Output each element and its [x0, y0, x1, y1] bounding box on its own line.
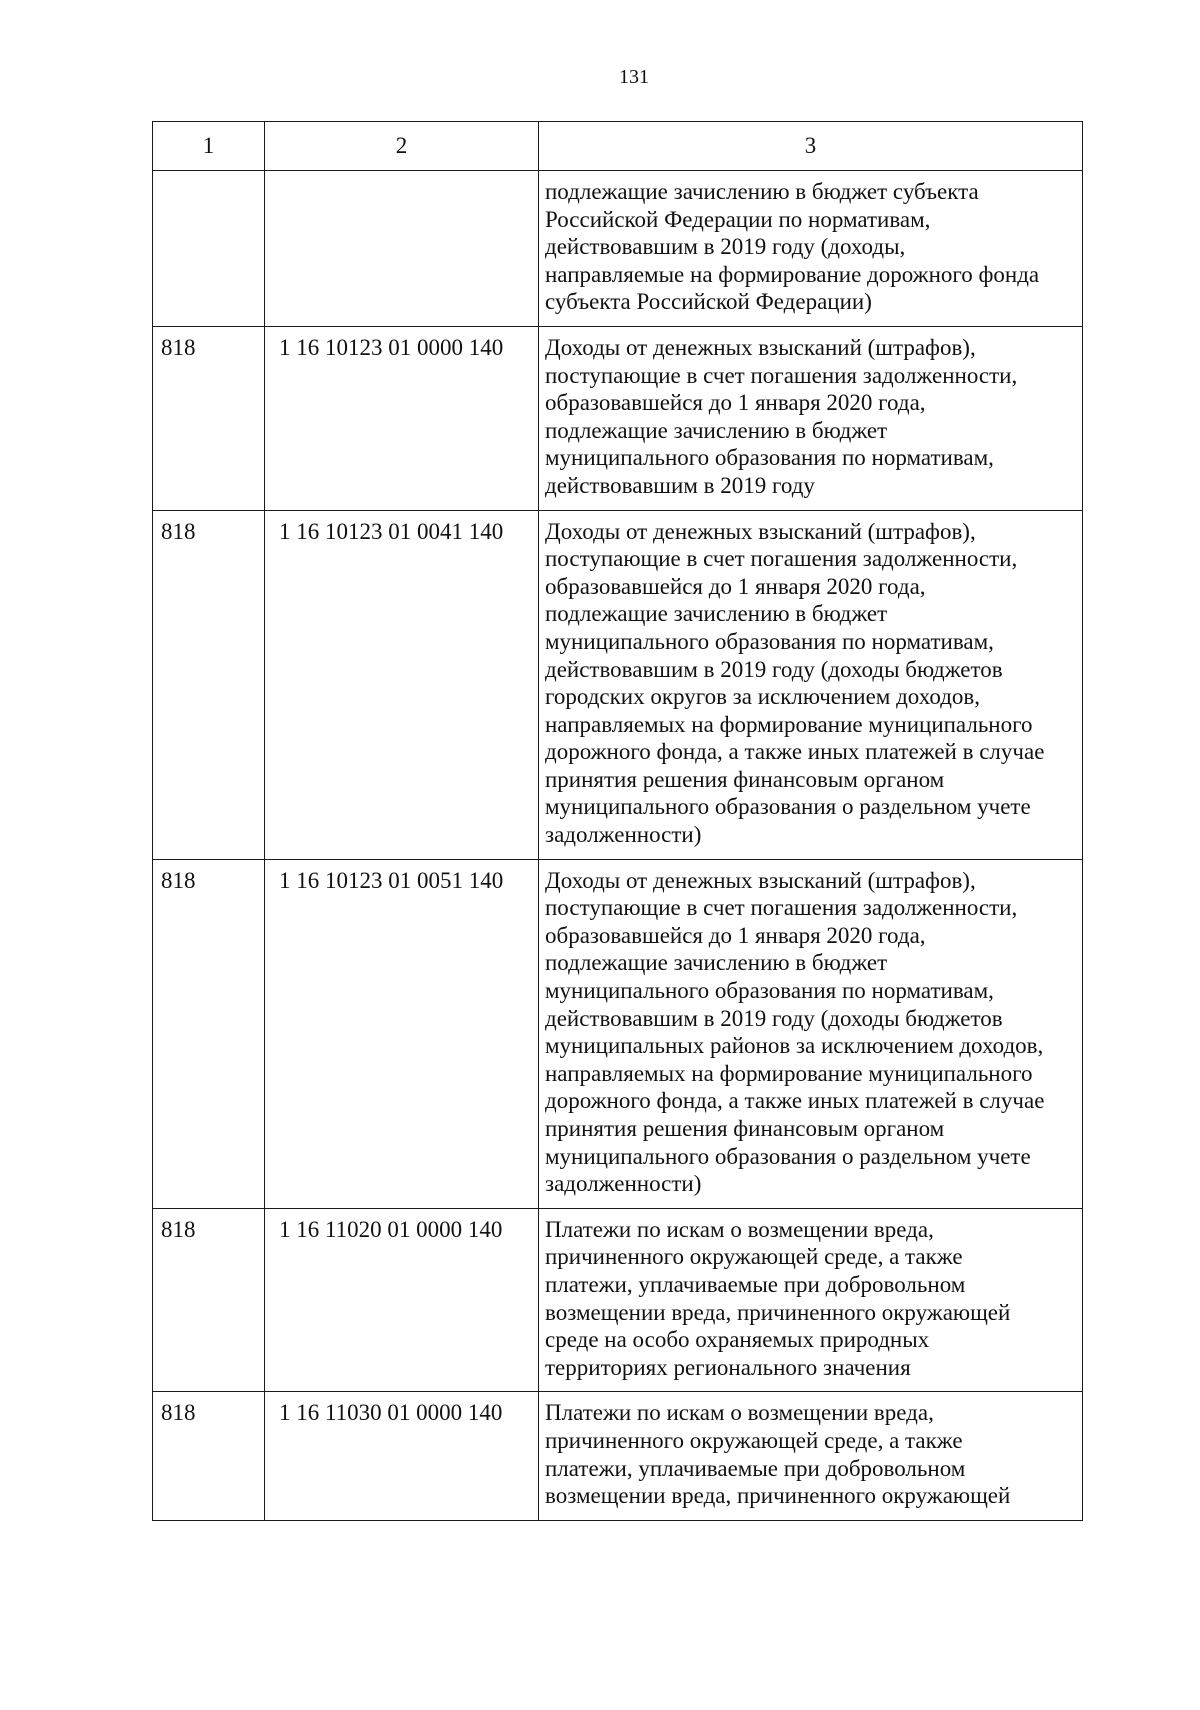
description-line: образовавшейся до 1 января 2020 года, [545, 390, 926, 416]
description-line: Платежи по искам о возмещении вреда, [545, 1216, 934, 1242]
revenue-codes-table [152, 121, 1083, 1521]
description-line: поступающие в счет погашения задолженности, [545, 546, 1018, 572]
description-line: направляемых на формирование муниципального [545, 1060, 1033, 1086]
budget-classification-code-cell [265, 171, 539, 327]
revenue-description-cell [539, 171, 1083, 327]
description-line: причиненного окружающей среде, а также [545, 1244, 963, 1270]
description-line: принятия решения финансовым органом [545, 766, 945, 792]
description-line: территориях регионального значения [545, 1354, 911, 1380]
revenue-description-cell [539, 1392, 1083, 1520]
budget-classification-code-cell: 1 16 10123 01 0041 140 [265, 510, 539, 859]
budget-classification-code-cell: 1 16 11020 01 0000 140 [265, 1208, 539, 1392]
description-line: Российской Федерации по нормативам, [545, 206, 931, 232]
description-line: поступающие в счет погашения задолженности, [545, 895, 1018, 921]
description-line: образовавшейся до 1 января 2020 года, [545, 922, 926, 948]
description-line: городских округов за исключением доходов, [545, 684, 981, 710]
description-line: муниципальных районов за исключением доходов, [545, 1033, 1044, 1059]
description-line: подлежащие зачислению в бюджет субъекта [545, 179, 979, 204]
table-header-row [153, 122, 1083, 171]
agency-code-cell: 818 [153, 1392, 265, 1520]
description-line: возмещении вреда, причиненного окружающей [545, 1299, 1011, 1325]
description-line: муниципального образования по нормативам, [545, 978, 994, 1004]
description-line: задолженности) [545, 1171, 702, 1197]
description-line: поступающие в счет погашения задолженности, [545, 362, 1018, 388]
description-line: Доходы от денежных взысканий (штрафов), [545, 518, 976, 544]
revenue-description-cell [539, 326, 1083, 510]
column-header-3: 3 [539, 122, 1083, 171]
revenue-codes-table-container [152, 121, 1082, 1521]
description-line: муниципального образования о раздельном учете [545, 794, 1031, 820]
revenue-description-cell [539, 859, 1083, 1208]
description-line: дорожного фонда, а также иных платежей в случае [545, 739, 1045, 765]
description-line: дорожного фонда, а также иных платежей в случае [545, 1088, 1045, 1114]
description-line: действовавшим в 2019 году (доходы бюджетов [545, 1005, 1003, 1031]
agency-code-cell: 818 [153, 326, 265, 510]
description-line: муниципального образования о раздельном учете [545, 1143, 1031, 1169]
description-line: действовавшим в 2019 году [545, 472, 815, 498]
budget-classification-code-cell: 1 16 10123 01 0051 140 [265, 859, 539, 1208]
description-line: подлежащие зачислению в бюджет [545, 950, 888, 976]
revenue-description-cell [539, 510, 1083, 859]
description-line: принятия решения финансовым органом [545, 1116, 945, 1141]
table-row [153, 326, 1083, 510]
budget-classification-code-cell: 1 16 10123 01 0000 140 [265, 326, 539, 510]
description-line: платежи, уплачиваемые при добровольном [545, 1271, 966, 1297]
agency-code-cell: 818 [153, 510, 265, 859]
description-line: Доходы от денежных взысканий (штрафов), [545, 867, 976, 893]
agency-code-cell: 818 [153, 1208, 265, 1392]
budget-classification-code-cell: 1 16 11030 01 0000 140 [265, 1392, 539, 1520]
description-line: подлежащие зачислению в бюджет [545, 601, 888, 627]
table-body [153, 171, 1083, 1521]
description-line: субъекта Российской Федерации) [545, 289, 872, 315]
description-line: направляемые на формирование дорожного фонда [545, 261, 1040, 287]
table-row [153, 171, 1083, 327]
agency-code-cell [153, 171, 265, 327]
description-line: среде на особо охраняемых природных [545, 1327, 930, 1353]
column-header-2: 2 [265, 122, 539, 171]
table-row [153, 510, 1083, 859]
description-line: Доходы от денежных взысканий (штрафов), [545, 334, 976, 360]
description-line: платежи, уплачиваемые при добровольном [545, 1455, 966, 1481]
table-row [153, 859, 1083, 1208]
page-number: 131 [619, 66, 649, 88]
revenue-description-cell [539, 1208, 1083, 1392]
column-header-1: 1 [153, 122, 265, 171]
description-line: задолженности) [545, 822, 702, 848]
description-line: подлежащие зачислению в бюджет [545, 417, 888, 443]
description-line: муниципального образования по нормативам, [545, 628, 994, 654]
table-row [153, 1392, 1083, 1520]
description-line: возмещении вреда, причиненного окружающей [545, 1483, 1011, 1509]
agency-code-cell: 818 [153, 859, 265, 1208]
description-line: направляемых на формирование муниципального [545, 711, 1033, 737]
description-line: Платежи по искам о возмещении вреда, [545, 1400, 934, 1426]
description-line: причиненного окружающей среде, а также [545, 1427, 963, 1453]
description-line: образовавшейся до 1 января 2020 года, [545, 573, 926, 599]
description-line: действовавшим в 2019 году (доходы бюджетов [545, 656, 1003, 682]
description-line: действовавшим в 2019 году (доходы, [545, 234, 906, 260]
table-row [153, 1208, 1083, 1392]
description-line: муниципального образования по нормативам, [545, 445, 994, 471]
